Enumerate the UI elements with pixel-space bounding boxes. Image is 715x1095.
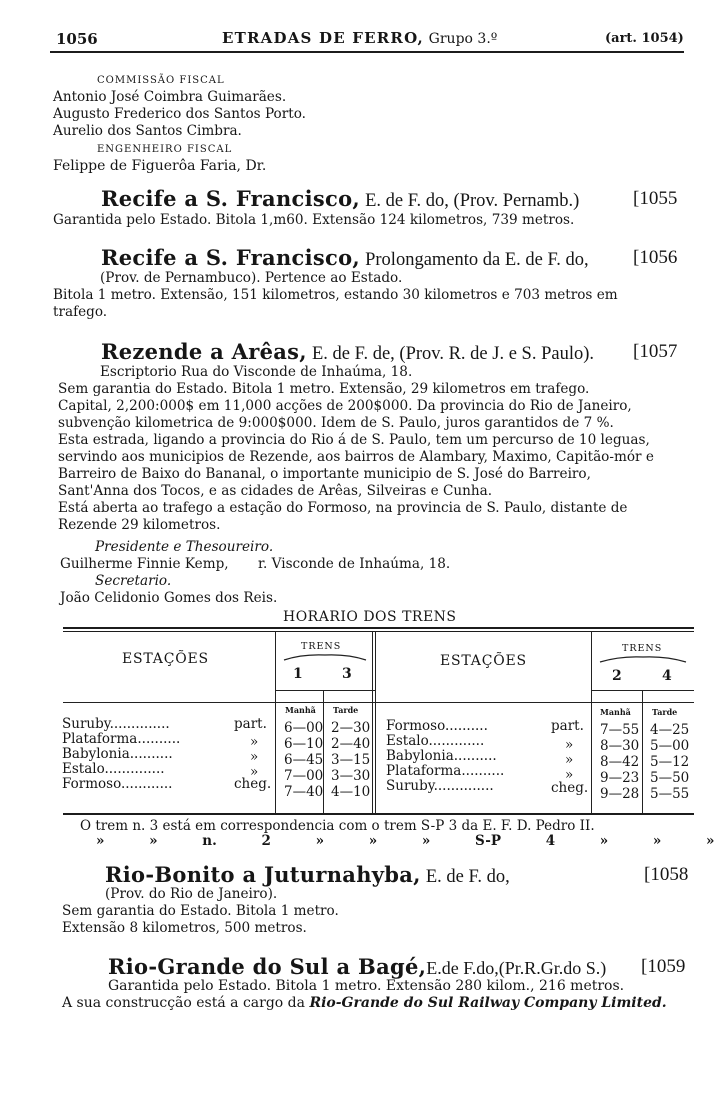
- entry-1058-line: (Prov. do Rio de Janeiro).: [105, 886, 278, 902]
- left-trens-label: TRENS: [301, 641, 342, 652]
- table-row: [386, 778, 494, 794]
- table-row: [62, 746, 173, 762]
- engineer-name: Felippe de Figuerôa Faria, Dr.: [53, 158, 267, 174]
- time-cell: 9—23: [600, 770, 640, 786]
- table-divider: [642, 690, 643, 815]
- timetable-title: HORARIO DOS TRENS: [283, 609, 457, 625]
- time-cell: 3—15: [331, 752, 371, 768]
- entry-1056-subtitle: Prolongamento da E. de F. do,: [365, 250, 589, 270]
- station-name: Plataforma: [62, 731, 138, 747]
- entry-1057-line: Rezende 29 kilometros.: [58, 517, 221, 533]
- table-row: [386, 718, 488, 734]
- engineer-label: ENGENHEIRO FISCAL: [97, 144, 233, 155]
- commission-member: Antonio José Coimbra Guimarães.: [53, 89, 287, 105]
- entry-1055-line: Garantida pelo Estado. Bitola 1,m60. Extensão 124 kilometros, 739 metros.: [53, 212, 575, 228]
- time-cell: 6—00: [284, 720, 324, 736]
- timetable-top-rule: [63, 627, 694, 629]
- entry-1057-line: servindo aos municipios de Rezende, aos bairros de Alambary, Maximo, Capitão-mór e: [58, 449, 654, 465]
- station-mark: part.: [551, 718, 584, 734]
- commission-label: COMMISSÃO FISCAL: [97, 75, 225, 86]
- right-train-2: 2: [612, 668, 622, 684]
- timetable-note: O trem n. 3 está em correspondencia com o trem S-P 3 da E. F. D. Pedro II.: [80, 818, 595, 834]
- entry-1059-heading: [108, 954, 606, 979]
- table-row: [62, 761, 165, 777]
- leader-dots: ..........: [137, 731, 181, 747]
- leader-dots: ..............: [109, 716, 170, 732]
- station-mark: »: [565, 737, 574, 753]
- right-morning-label: Manhã: [600, 707, 631, 717]
- article-range: (art. 1054): [605, 31, 684, 46]
- station-mark: part.: [234, 716, 267, 732]
- entry-1058-heading: [105, 862, 510, 888]
- entry-1058-line: Extensão 8 kilometros, 500 metros.: [62, 920, 307, 936]
- time-cell: 8—42: [600, 754, 640, 770]
- entry-1057-line: Capital, 2,200:000$ em 11,000 acções de 200$000. Da provincia do Rio de Janeiro,: [58, 398, 632, 414]
- time-cell: 7—55: [600, 722, 640, 738]
- time-cell: 5—12: [650, 754, 690, 770]
- table-row: [62, 731, 180, 747]
- station-name: Formoso: [386, 718, 445, 734]
- station-name: Suruby: [62, 716, 110, 732]
- left-afternoon-label: Tarde: [333, 705, 359, 715]
- right-trens-label: TRENS: [622, 643, 663, 654]
- entry-1057-line: subvenção kilometrica de 9:000$000. Idem de S. Paulo, juros garantidos de 7 %.: [58, 415, 614, 431]
- entry-1059-company: Rio-Grande do Sul Railway Company Limited.: [309, 995, 667, 1011]
- entry-1057-title: Rezende a Arêas,: [101, 339, 307, 364]
- entry-1058-subtitle: E. de F. do,: [425, 867, 510, 887]
- entry-1055-title: Recife a S. Francisco,: [101, 186, 361, 211]
- table-row: [386, 763, 504, 779]
- time-cell: 6—45: [284, 752, 324, 768]
- president-name: Guilherme Finnie Kemp,: [60, 556, 229, 572]
- station-mark: »: [250, 749, 259, 765]
- time-cell: 7—00: [284, 768, 324, 784]
- leader-dots: ..........: [453, 748, 497, 764]
- table-divider: [591, 631, 592, 815]
- entry-1056-title: Recife a S. Francisco,: [101, 245, 361, 270]
- leader-dots: ..............: [433, 778, 494, 794]
- leader-dots: ............: [120, 776, 173, 792]
- left-train-3: 3: [342, 666, 352, 682]
- entry-1057-line: Barreiro de Baixo do Bananal, o importante municipio de S. José do Barreiro,: [58, 466, 591, 482]
- time-cell: 6—10: [284, 736, 324, 752]
- entry-1059-subtitle: E.de F.do,(Pr.R.Gr.do S.): [426, 958, 607, 978]
- entry-1059-line: Garantida pelo Estado. Bitola 1 metro. Extensão 280 kilom., 216 metros.: [108, 978, 625, 994]
- entry-1055-heading: [101, 186, 579, 212]
- entry-1059-number: [1059: [641, 956, 686, 977]
- table-rule: [591, 690, 694, 691]
- station-name: Estalo: [386, 733, 429, 749]
- entry-1057-line: Sem garantia do Estado. Bitola 1 metro. Extensão, 29 kilometros em trafego.: [58, 381, 590, 397]
- leader-dots: .............: [428, 733, 485, 749]
- timetable-bottom-rule: [63, 813, 694, 815]
- station-mark: »: [250, 764, 259, 780]
- table-divider: [275, 631, 276, 815]
- entry-1058-line: Sem garantia do Estado. Bitola 1 metro.: [62, 903, 339, 919]
- table-row: [62, 776, 172, 792]
- left-stations-header: ESTAÇÕES: [122, 651, 209, 667]
- entry-1059-line: [62, 995, 667, 1012]
- time-cell: 4—25: [650, 722, 690, 738]
- station-name: Babylonia: [386, 748, 454, 764]
- leader-dots: ..........: [444, 718, 488, 734]
- running-title-group: Grupo 3.º: [428, 31, 498, 47]
- entry-1056-line: Bitola 1 metro. Extensão, 151 kilometros, estando 30 kilometros e 703 metros em: [53, 287, 618, 303]
- table-row: [62, 716, 170, 732]
- station-name: Formoso: [62, 776, 121, 792]
- timetable-top-rule: [63, 631, 694, 632]
- station-name: Suruby: [386, 778, 434, 794]
- left-morning-label: Manhã: [285, 705, 316, 715]
- entry-1056-line: (Prov. de Pernambuco). Pertence ao Estado.: [100, 270, 403, 286]
- entry-1057-line: Sant'Anna dos Tocos, e as cidades de Arêas, Silveiras e Cunha.: [58, 483, 493, 499]
- time-cell: 5—00: [650, 738, 690, 754]
- table-divider: [372, 631, 373, 815]
- right-brace-icon: [598, 654, 688, 664]
- station-mark: »: [250, 734, 259, 750]
- page-number: 1056: [56, 30, 98, 48]
- entry-1057-line: Escriptorio Rua do Visconde de Inhaúma, 18.: [100, 364, 413, 380]
- right-stations-header: ESTAÇÕES: [440, 653, 527, 669]
- time-cell: 4—10: [331, 784, 371, 800]
- entry-1059-line-start: A sua construcção está a cargo da: [62, 995, 305, 1011]
- entry-1059-title: Rio-Grande do Sul a Bagé,: [108, 954, 427, 979]
- time-cell: 5—55: [650, 786, 690, 802]
- table-row: [386, 748, 497, 764]
- entry-1057-subtitle: E. de F. de, (Prov. R. de J. e S. Paulo).: [312, 344, 594, 364]
- station-name: Plataforma: [386, 763, 462, 779]
- time-cell: 5—50: [650, 770, 690, 786]
- time-cell: 8—30: [600, 738, 640, 754]
- entry-1055-number: [1055: [633, 188, 678, 209]
- station-mark: cheg.: [551, 780, 589, 796]
- entry-1055-subtitle: E. de F. do, (Prov. Pernamb.): [365, 191, 580, 211]
- right-afternoon-label: Tarde: [652, 707, 678, 717]
- entry-1057-number: [1057: [633, 341, 678, 362]
- time-cell: 2—40: [331, 736, 371, 752]
- timetable-note: » » n. 2 » » » S-P 4 » » »: [96, 833, 715, 849]
- president-label: Presidente e Thesoureiro.: [95, 539, 274, 555]
- table-rule: [63, 702, 694, 703]
- station-name: Babylonia: [62, 746, 130, 762]
- running-title-main: ETRADAS DE FERRO,: [222, 29, 424, 47]
- president-address: r. Visconde de Inhaúma, 18.: [258, 556, 451, 572]
- header-rule: [50, 51, 684, 53]
- entry-1058-title: Rio-Bonito a Juturnahyba,: [105, 862, 421, 887]
- entry-1056-number: [1056: [633, 247, 678, 268]
- leader-dots: ..............: [104, 761, 165, 777]
- commission-member: Aurelio dos Santos Cimbra.: [53, 123, 242, 139]
- station-mark: »: [565, 767, 574, 783]
- station-name: Estalo: [62, 761, 105, 777]
- left-train-1: 1: [293, 666, 303, 682]
- entry-1056-line: trafego.: [53, 304, 108, 320]
- running-title: [222, 29, 497, 47]
- commission-member: Augusto Frederico dos Santos Porto.: [53, 106, 306, 122]
- table-divider: [375, 631, 376, 815]
- entry-1057-line: Esta estrada, ligando a provincia do Rio á de S. Paulo, tem um percurso de 10 leguas,: [58, 432, 650, 448]
- time-cell: 2—30: [331, 720, 371, 736]
- entry-1056-heading: [101, 245, 589, 271]
- time-cell: 7—40: [284, 784, 324, 800]
- leader-dots: ..........: [461, 763, 505, 779]
- secretary-name: João Celidonio Gomes dos Reis.: [60, 590, 278, 606]
- entry-1058-number: [1058: [644, 864, 689, 885]
- leader-dots: ..........: [129, 746, 173, 762]
- table-row: [386, 733, 484, 749]
- time-cell: 9—28: [600, 786, 640, 802]
- station-mark: cheg.: [234, 776, 272, 792]
- entry-1057-line: Está aberta ao trafego a estação do Formoso, na provincia de S. Paulo, distante de: [58, 500, 628, 516]
- time-cell: 3—30: [331, 768, 371, 784]
- left-brace-icon: [282, 652, 368, 662]
- right-train-4: 4: [662, 668, 672, 684]
- table-rule: [275, 690, 375, 691]
- station-mark: »: [565, 752, 574, 768]
- entry-1057-heading: [101, 339, 594, 365]
- secretary-label: Secretario.: [95, 573, 172, 589]
